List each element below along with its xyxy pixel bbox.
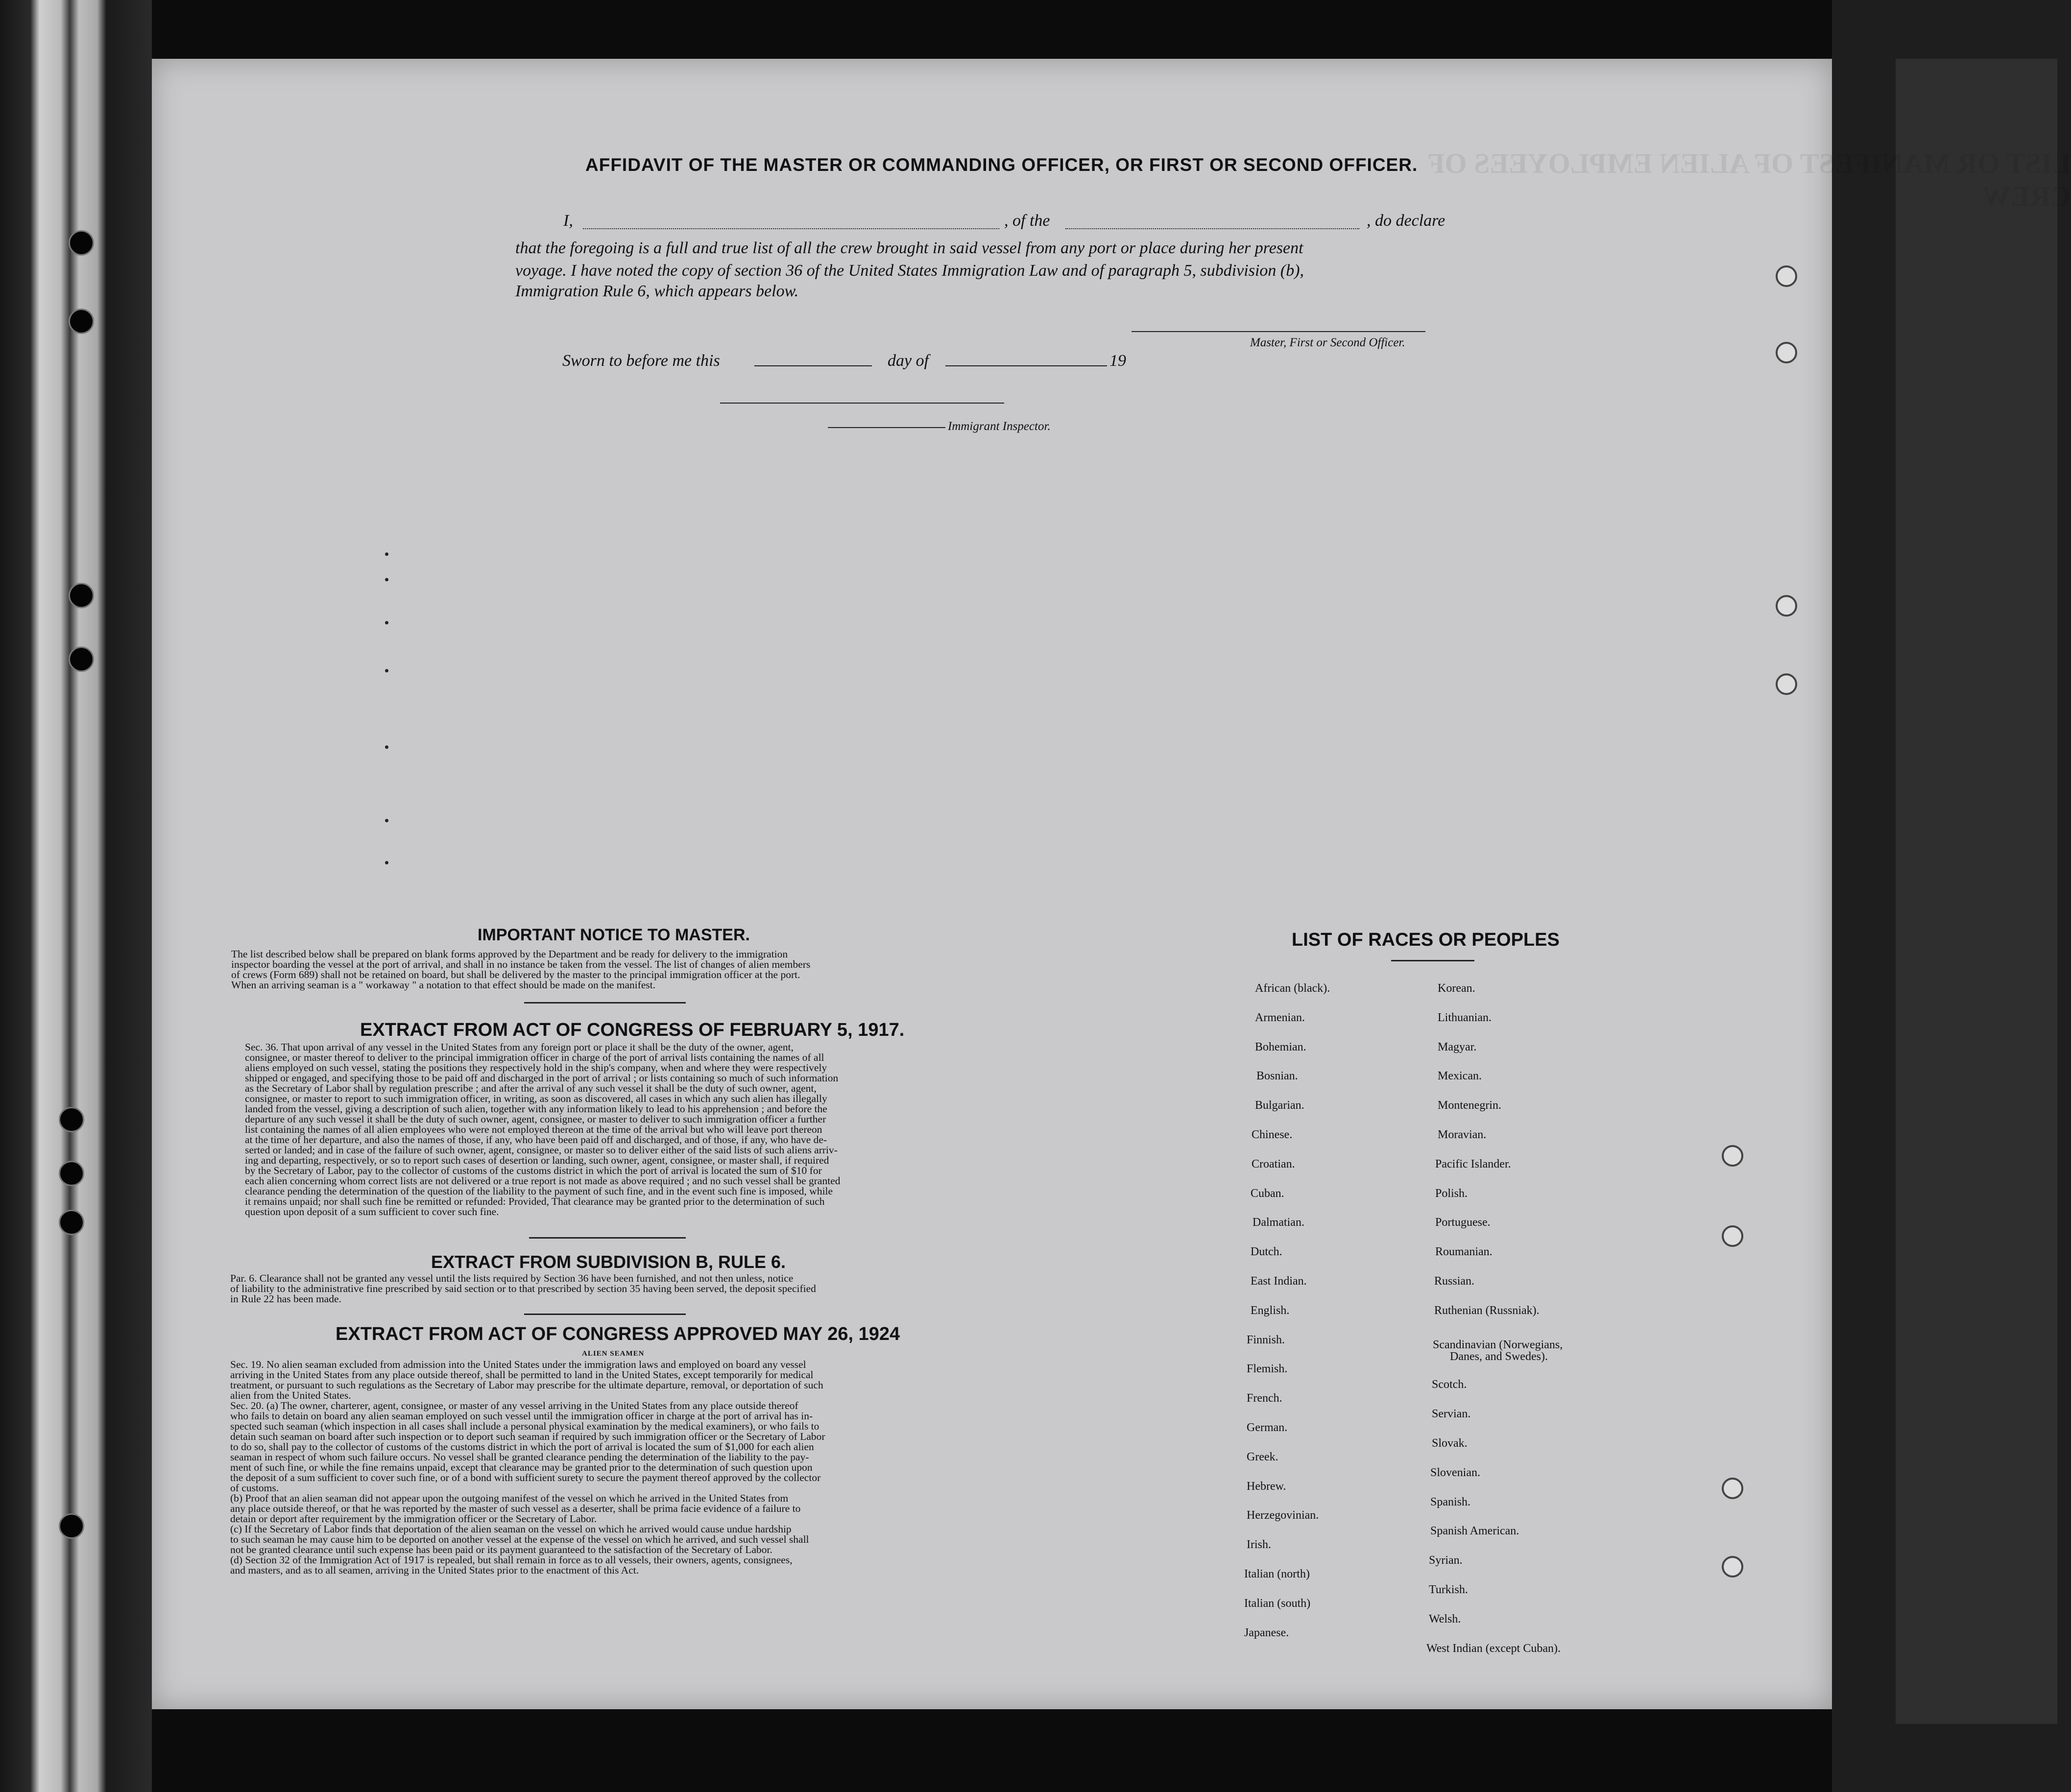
name-blank-line xyxy=(583,228,999,229)
race-item: Dalmatian. xyxy=(1252,1216,1304,1229)
extract-1924-body: Sec. 19. No alien seaman excluded from admission into the United States under the immigration laws and employed on board any vessel arriving in the United States from any place outside thereof, shall be permitted to land in the United States, except temporarily for medical treatment, or pursuant to such regulations as the Secretary of Labor may prescribe for the ultimate departure, removal, or deportation of such alien from the United States. Sec. 20. (a) The owner, charterer, agent, consignee, or master of any vessel arriving in the United States from any place outside thereof who fails to detain on board any alien seaman employed on such vessel until the immigration officer in charge at the port of arrival has in- spected such seaman (which inspection in all cases shall include a personal physical examination by the medical examiners), or who fails to detain such seaman on board after such inspection or to deport such seaman if required by such immigration officer or the Secretary of Labor to do so, shall pay to the collector of customs of the customs district in which the port of arrival is located the sum of $1,000 for each alien seaman in respect of whom such failure occurs. No vessel shall be granted clearance pending the determination of the liability to the pay- ment of such fine, or while the fine remains unpaid, except that clearance may be granted prior to the determination of such question upon the deposit of a sum sufficient to cover such fine, or of a bond with sufficient surety to secure the payment thereof approved by the collector of customs. (b) Proof that an alien seaman did not appear upon the outgoing manifest of the vessel on which he arrived in the United States from any place outside thereof, or that he was reported by the master of such vessel as a deserter, shall be prima facie evidence of a failure to detain or deport after requirement by the immigration officer or the Secretary of Labor. (c) If the Secretary of Labor finds that deportation of the alien seaman on the vessel on which he arrived would cause undue hardship to such seaman he may cause him to be deported on another vessel at the expense of the vessel on which he arrived, and such vessel shall not be granted clearance until such expense has been paid or its payment guaranteed to the satisfaction of the Secretary of Labor. (d) Section 32 of the Immigration Act of 1917 is repealed, but shall remain in force as to all vessels, their owners, agents, consignees, and masters, and as to all seamen, arriving in the United States prior to the enactment of this Act. xyxy=(230,1359,825,1576)
binder-hole xyxy=(69,230,94,256)
race-item: Italian (north) xyxy=(1244,1568,1310,1580)
punch-hole xyxy=(1776,265,1797,287)
extract-rule6-title: EXTRACT FROM SUBDIVISION B, RULE 6. xyxy=(431,1252,786,1272)
race-item: Welsh. xyxy=(1429,1613,1461,1625)
race-item: Croatian. xyxy=(1252,1158,1295,1171)
punch-hole xyxy=(1722,1556,1743,1577)
race-item: Ruthenian (Russniak). xyxy=(1434,1304,1540,1317)
sworn-month-line xyxy=(945,365,1107,366)
race-item: German. xyxy=(1247,1421,1288,1434)
day-of-label: day of xyxy=(888,352,929,370)
race-item: Dutch. xyxy=(1251,1245,1282,1258)
race-item: Syrian. xyxy=(1429,1554,1463,1567)
year-label: 19 xyxy=(1109,352,1126,370)
master-label: Master, First or Second Officer. xyxy=(1250,336,1405,349)
affidavit-line-3: voyage. I have noted the copy of section 36 of the United States Immigration Law and of paragraph 5, subdivision (b), xyxy=(515,262,1304,280)
races-title: LIST OF RACES OR PEOPLES xyxy=(1292,930,1560,950)
race-item: English. xyxy=(1251,1304,1290,1317)
race-item: Lithuanian. xyxy=(1438,1011,1492,1024)
sworn-label: Sworn to before me this xyxy=(562,352,720,370)
inspector-signature-line xyxy=(720,403,1004,404)
binder-hole xyxy=(69,646,94,672)
race-item: African (black). xyxy=(1255,982,1330,995)
race-item: Italian (south) xyxy=(1244,1597,1311,1610)
race-item: Armenian. xyxy=(1255,1011,1305,1024)
race-item: Turkish. xyxy=(1429,1583,1468,1596)
binder-hole xyxy=(59,1107,84,1132)
race-item: Flemish. xyxy=(1247,1362,1288,1375)
punch-hole xyxy=(1776,673,1797,695)
notice-body: The list described below shall be prepared on blank forms approved by the Department and be ready for delivery to the immigration inspector boarding the vessel at the port of arrival, and shall in no instance be taken from the vessel. The list of changes of alien members of crews (Form 689) shall not be retained on board, but shall be delivered by the master to the principal immigration officer at the port. When an arriving seaman is a " workaway " a notation to that effect should be made on the manifest. xyxy=(231,948,811,991)
binder-hole xyxy=(69,583,94,608)
race-item: Korean. xyxy=(1438,982,1475,995)
race-item: Bosnian. xyxy=(1256,1070,1298,1082)
vessel-blank-line xyxy=(1065,228,1359,229)
binder-hole xyxy=(69,309,94,334)
punch-hole xyxy=(1722,1145,1743,1167)
race-item: Herzegovinian. xyxy=(1247,1509,1319,1522)
affidavit-line-2: that the foregoing is a full and true list of all the crew brought in said vessel from any port or place during her present xyxy=(515,239,1303,257)
race-item: French. xyxy=(1247,1392,1282,1405)
extract-1917-body: Sec. 36. That upon arrival of any vessel in the United States from any foreign port or place it shall be the duty of the owner, agent, consignee, or master thereof to deliver to the principal immigration officer in charge of the port of arrival lists containing the names of all aliens employed on such vessel, stating the positions they respectively hold in the ship's company, when and where they were respectively shipped or engaged, and specifying those to be paid off and discharged in the port of arrival ; or lists containing so much of such information as the Secretary of Labor shall by regulation prescribe ; and after the arrival of any such vessel it shall be the duty of such owner, agent, consignee, or master to report to such immigration officer, in writing, as soon as discovered, all cases in which any such alien has illegally landed from the vessel, giving a description of such alien, together with any information likely to lead to his apprehension ; and before the departure of any such vessel it shall be the duty of such owner, agent, consignee, or master to deliver to such immigration officer a further list containing the names of all alien employees who were not employed thereon at the time of the arrival but who will leave port thereon at the time of her departure, and also the names of those, if any, who have been paid off and discharged, and of those, if any, who have de- serted or landed; and in case of the failure of such owner, agent, consignee, or master so to deliver either of the said lists of such aliens arriv- ing and departing, respectively, or so to report such cases of desertion or landing, such owner, agent, consignee, or master shall, if required by the Secretary of Labor, pay to the collector of customs of the customs district in which the port of arrival is located the sum of $10 for each alien concerning whom correct lists are not delivered or a true report is not made as above required ; and no such vessel shall be granted clearance pending the determination of the question of the liability to the payment of such fine, and in the event such fine is imposed, while it remains unpaid; nor shall such fine be remitted or refunded: Provided, That clearance may be granted prior to the determination of such question upon deposit of a sum sufficient to cover such fine. xyxy=(245,1041,841,1218)
punch-hole xyxy=(1722,1478,1743,1499)
punch-hole xyxy=(1776,342,1797,363)
extract-rule6-body: Par. 6. Clearance shall not be granted any vessel until the lists required by Section 36 have been furnished, and not then unless, notice of liability to the administrative fine prescribed by said section or to that prescribed by section 35 having been served, the deposit specified in Rule 22 has been made. xyxy=(230,1272,816,1305)
alien-seamen-subtitle: ALIEN SEAMEN xyxy=(582,1350,645,1358)
race-item: Greek. xyxy=(1247,1451,1278,1463)
notice-title: IMPORTANT NOTICE TO MASTER. xyxy=(478,926,750,944)
race-item: Chinese. xyxy=(1252,1128,1293,1141)
inspector-short-line xyxy=(828,427,945,428)
bleed-through-text: LIST OR MANIFEST OF ALIEN EMPLOYEES OF CREW xyxy=(1428,147,2071,212)
race-item: Slovak. xyxy=(1432,1437,1468,1450)
divider xyxy=(1391,960,1474,961)
affidavit-do-declare: , do declare xyxy=(1367,212,1445,230)
divider xyxy=(524,1314,686,1315)
race-item: Pacific Islander. xyxy=(1435,1158,1511,1171)
race-item: Irish. xyxy=(1247,1538,1271,1551)
affidavit-of-the-label: , of the xyxy=(1004,212,1050,230)
race-item: Polish. xyxy=(1435,1187,1468,1200)
race-item: West Indian (except Cuban). xyxy=(1426,1642,1561,1655)
race-item: Danes, and Swedes). xyxy=(1450,1350,1548,1363)
race-item: East Indian. xyxy=(1251,1275,1307,1288)
race-item: Moravian. xyxy=(1438,1128,1487,1141)
race-item: Bohemian. xyxy=(1255,1041,1306,1053)
binder-hole xyxy=(59,1513,84,1539)
sworn-day-line xyxy=(754,365,872,366)
affidavit-i-label: I, xyxy=(563,212,573,230)
binder-hole xyxy=(59,1210,84,1235)
race-item: Slovenian. xyxy=(1430,1466,1480,1479)
divider xyxy=(524,1002,686,1004)
race-item: Japanese. xyxy=(1244,1626,1289,1639)
extract-1917-title: EXTRACT FROM ACT OF CONGRESS OF FEBRUARY 5, 1917. xyxy=(360,1020,905,1040)
affidavit-line-4: Immigration Rule 6, which appears below. xyxy=(515,282,799,300)
punch-hole xyxy=(1722,1225,1743,1247)
race-item: Russian. xyxy=(1434,1275,1475,1288)
race-item: Montenegrin. xyxy=(1438,1099,1501,1112)
punch-hole xyxy=(1776,595,1797,617)
affidavit-title: AFFIDAVIT OF THE MASTER OR COMMANDING OFFICER, OR FIRST OR SECOND OFFICER. xyxy=(585,155,1418,175)
inspector-label: Immigrant Inspector. xyxy=(948,420,1051,433)
race-item: Magyar. xyxy=(1438,1041,1477,1053)
master-signature-line xyxy=(1132,331,1425,332)
divider xyxy=(529,1237,686,1239)
adjacent-page xyxy=(1832,0,2071,1792)
race-item: Roumanian. xyxy=(1435,1245,1493,1258)
binder-hole xyxy=(59,1161,84,1186)
race-item: Cuban. xyxy=(1251,1187,1284,1200)
race-item: Bulgarian. xyxy=(1255,1099,1304,1112)
race-item: Scotch. xyxy=(1432,1378,1467,1391)
race-item: Finnish. xyxy=(1247,1334,1285,1346)
extract-1924-title: EXTRACT FROM ACT OF CONGRESS APPROVED MAY 26, 1924 xyxy=(336,1324,900,1344)
race-item: Mexican. xyxy=(1438,1070,1482,1082)
race-item: Servian. xyxy=(1432,1408,1471,1420)
race-item: Spanish American. xyxy=(1430,1525,1519,1537)
race-item: Hebrew. xyxy=(1247,1480,1286,1493)
race-item: Portuguese. xyxy=(1435,1216,1491,1229)
race-item: Spanish. xyxy=(1430,1496,1471,1508)
race-item: Scandinavian (Norwegians, xyxy=(1433,1338,1563,1351)
